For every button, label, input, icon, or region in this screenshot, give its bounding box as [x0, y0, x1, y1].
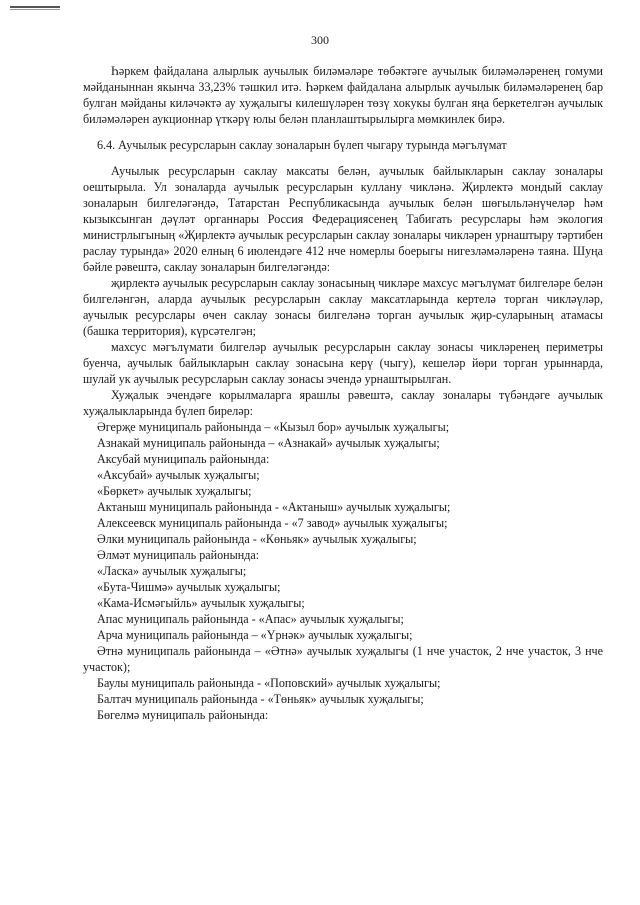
bullet-paragraph-2: махсус мәгълүмати билгеләр аучылык ресурсларын саклау зонасы чикләренең периметры буенча, аучылык байлыкларын саклау зонасына керү (чыгу), кешеләр йөри торган урыннарда, шулай ук аучылык ресурсларын саклау зонасы эчендә урнаштырылган.: [83, 340, 603, 386]
list-intro: Хуҗалык эчендәге корылмаларга ярашлы рәвештә, саклау зоналары түбәндәге аучылык хуҗалыкларында бүлеп биреләр:: [83, 388, 603, 418]
district-line: «Ласка» аучылык хуҗалыгы;: [97, 564, 247, 578]
page-number: 300: [311, 33, 329, 47]
district-line: Балтач муниципаль районында - «Төньяк» аучылык хуҗалыгы;: [97, 692, 424, 706]
district-line: Апас муниципаль районында - «Апас» аучылык хуҗалыгы;: [97, 612, 404, 626]
main-paragraph: Аучылык ресурсларын саклау максаты белән, аучылык байлыкларын саклау зоналары оештырыла. Ул зоналарда аучылык ресурсларын куллану чикләнә. Җирлектә мондый саклау зоналарын билгеләгәндә, Татарстан Республикасында аучылык белән шөгыльләнүчеләр һәм кызыксынган дәүләт органнары Россия Федерациясенең Табигать ресурслары һәм экология министрлыгының «Җирлектә аучылык ресурсларын саклау зоналары чикләрен урнаштыру тәртибен раслау турында» 2020 елның 6 июлендәге 412 нче номерлы боерыгы нигезләмәләренә таяна. Шуңа бәйле рәвештә, саклау зоналарын билгеләгәндә:: [83, 164, 603, 274]
district-line: Актаныш муниципаль районында - «Актаныш» аучылык хуҗалыгы;: [97, 500, 451, 514]
scan-corner-mark: [10, 6, 60, 8]
district-line: Әлки муниципаль районында - «Көньяк» аучылык хуҗалыгы;: [97, 532, 417, 546]
atnya-line: Әтнә муниципаль районында – «Әтнә» аучылык хуҗалыгы (1 нче участок, 2 нче участок, 3 нче участок);: [83, 644, 603, 674]
district-line: Баулы муниципаль районында - «Поповский» аучылык хуҗалыгы;: [97, 676, 441, 690]
bullet-paragraph-1: җирлектә аучылык ресурсларын саклау зонасының чикләре махсус мәгълүмат билгеләре белән билгеләнгән, аларда аучылык ресурсларын саклау максатларында кертелә торган чикләүләр, аучылык ресурслары өчен саклау зонасы билгеләнә торган аучылык җир-суларының атамасы (башка территория), күрсәтелгән;: [83, 276, 603, 338]
district-line: Аксубай муниципаль районында:: [97, 452, 270, 466]
district-line: Әгерҗе муниципаль районында – «Кызыл бор» аучылык хуҗалыгы;: [97, 420, 450, 434]
district-line: Алексеевск муниципаль районында - «7 завод» аучылык хуҗалыгы;: [97, 516, 448, 530]
district-line: Бөгелмә муниципаль районында:: [97, 708, 269, 722]
district-line: Әлмәт муниципаль районында:: [97, 548, 260, 562]
district-line: «Бөркет» аучылык хуҗалыгы;: [97, 484, 252, 498]
district-line: Арча муниципаль районында – «Үрнәк» аучылык хуҗалыгы;: [97, 628, 413, 642]
district-line: «Кама-Исмәгыйль» аучылык хуҗалыгы;: [97, 596, 305, 610]
section-heading: 6.4. Аучылык ресурсларын саклау зоналарын бүлеп чыгару турында мәгълүмат: [97, 138, 507, 152]
district-line: «Аксубай» аучылык хуҗалыгы;: [97, 468, 260, 482]
scan-corner-mark-thin: [10, 9, 60, 10]
district-line: «Бута-Чишмә» аучылык хуҗалыгы;: [97, 580, 281, 594]
intro-paragraph: Һәркем файдалана алырлык аучылык биләмәләре төбәктәге аучылык биләмәләренең гомуми мәйданыннан якынча 33,23% тәшкил итә. Һәркем файдалана алырлык аучылык биләмәләренең бар булган мәйданы киләчәктә ау хуҗалыгы килешүләрен төзү хокукы булган яңа беркетелгән аучылык биләмәләрен аукционнар үткәрү юлы белән планлаштырылырга мөмкинлек бирә.: [83, 64, 603, 126]
document-body: [83, 63, 603, 723]
district-line: Азнакай муниципаль районында – «Азнакай» аучылык хуҗалыгы;: [97, 436, 440, 450]
